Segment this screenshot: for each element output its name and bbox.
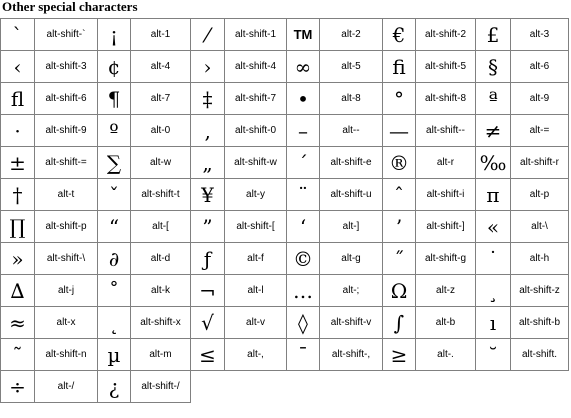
key-combination: alt-shift-5 bbox=[416, 51, 476, 83]
character-glyph: ‘ bbox=[287, 211, 320, 243]
page-title: Other special characters bbox=[2, 0, 138, 14]
character-glyph: › bbox=[191, 51, 225, 83]
key-combination: alt-d bbox=[131, 243, 191, 275]
key-combination: alt-. bbox=[416, 339, 476, 371]
character-glyph: • bbox=[287, 83, 320, 115]
table-row bbox=[1, 83, 569, 115]
key-combination: alt-3 bbox=[511, 19, 569, 51]
key-combination: alt-shift-1 bbox=[225, 19, 287, 51]
empty-cell bbox=[191, 371, 225, 403]
key-combination: alt-shift-x bbox=[131, 307, 191, 339]
table-row bbox=[1, 211, 569, 243]
key-combination: alt-shift-e bbox=[320, 147, 383, 179]
key-combination: alt-1 bbox=[131, 19, 191, 51]
character-glyph: ∂ bbox=[98, 243, 131, 275]
table-row bbox=[1, 51, 569, 83]
character-glyph: ≤ bbox=[191, 339, 225, 371]
key-combination: alt-2 bbox=[320, 19, 383, 51]
character-glyph: » bbox=[1, 243, 35, 275]
character-glyph: ® bbox=[383, 147, 416, 179]
character-glyph: ﬂ bbox=[1, 83, 35, 115]
key-combination: alt-9 bbox=[511, 83, 569, 115]
empty-cell bbox=[320, 371, 383, 403]
key-combination: alt-shift-i bbox=[416, 179, 476, 211]
character-glyph: … bbox=[287, 275, 320, 307]
character-glyph: ⁄ bbox=[191, 19, 225, 51]
character-glyph: √ bbox=[191, 307, 225, 339]
table-row bbox=[1, 371, 569, 403]
key-combination: alt-/ bbox=[35, 371, 98, 403]
character-glyph: ‚ bbox=[191, 115, 225, 147]
character-glyph: Ω bbox=[383, 275, 416, 307]
character-glyph: ‡ bbox=[191, 83, 225, 115]
character-glyph: ˙ bbox=[476, 243, 511, 275]
character-glyph: ¨ bbox=[287, 179, 320, 211]
character-glyph: ± bbox=[1, 147, 35, 179]
table-row bbox=[1, 179, 569, 211]
key-combination: alt-g bbox=[320, 243, 383, 275]
key-combination: alt-shift. bbox=[511, 339, 569, 371]
character-glyph: £ bbox=[476, 19, 511, 51]
table-row bbox=[1, 115, 569, 147]
empty-cell bbox=[383, 371, 416, 403]
character-glyph: ﬁ bbox=[383, 51, 416, 83]
key-combination: alt-shift-w bbox=[225, 147, 287, 179]
character-glyph: π bbox=[476, 179, 511, 211]
character-glyph: ƒ bbox=[191, 243, 225, 275]
key-combination: alt-shift-4 bbox=[225, 51, 287, 83]
key-combination: alt-8 bbox=[320, 83, 383, 115]
character-glyph: ˝ bbox=[383, 243, 416, 275]
character-glyph: ∫ bbox=[383, 307, 416, 339]
character-glyph: TM bbox=[287, 19, 320, 51]
key-combination: alt-p bbox=[511, 179, 569, 211]
character-glyph: ° bbox=[383, 83, 416, 115]
empty-cell bbox=[511, 371, 569, 403]
character-glyph: ˚ bbox=[98, 275, 131, 307]
character-glyph: — bbox=[383, 115, 416, 147]
character-glyph: ¥ bbox=[191, 179, 225, 211]
key-combination: alt-x bbox=[35, 307, 98, 339]
key-combination: alt-- bbox=[320, 115, 383, 147]
character-glyph: ◊ bbox=[287, 307, 320, 339]
key-combination: alt-shift-] bbox=[416, 211, 476, 243]
key-combination: alt-shift-2 bbox=[416, 19, 476, 51]
key-combination: alt-shift-\ bbox=[35, 243, 98, 275]
empty-cell bbox=[476, 371, 511, 403]
key-combination: alt-l bbox=[225, 275, 287, 307]
character-glyph: ˇ bbox=[98, 179, 131, 211]
empty-cell bbox=[225, 371, 287, 403]
character-glyph: ≠ bbox=[476, 115, 511, 147]
key-combination: alt-k bbox=[131, 275, 191, 307]
character-glyph: ’ bbox=[383, 211, 416, 243]
character-glyph: µ bbox=[98, 339, 131, 371]
character-glyph: © bbox=[287, 243, 320, 275]
key-combination: alt-shift-7 bbox=[225, 83, 287, 115]
key-combination: alt-shift-[ bbox=[225, 211, 287, 243]
key-combination: alt-m bbox=[131, 339, 191, 371]
key-combination: alt-\ bbox=[511, 211, 569, 243]
key-combination: alt-[ bbox=[131, 211, 191, 243]
character-glyph: ¯ bbox=[287, 339, 320, 371]
key-combination: alt-j bbox=[35, 275, 98, 307]
table-row bbox=[1, 147, 569, 179]
empty-cell bbox=[287, 371, 320, 403]
key-combination: alt-shift-` bbox=[35, 19, 98, 51]
character-glyph: ` bbox=[1, 19, 35, 51]
key-combination: alt-shift-b bbox=[511, 307, 569, 339]
character-glyph: ¶ bbox=[98, 83, 131, 115]
key-combination: alt-6 bbox=[511, 51, 569, 83]
character-glyph: ´ bbox=[287, 147, 320, 179]
key-combination: alt-5 bbox=[320, 51, 383, 83]
character-glyph: · bbox=[1, 115, 35, 147]
character-glyph: € bbox=[383, 19, 416, 51]
table-row bbox=[1, 243, 569, 275]
character-glyph: ∞ bbox=[287, 51, 320, 83]
key-combination: alt-shift-g bbox=[416, 243, 476, 275]
character-glyph: ‰ bbox=[476, 147, 511, 179]
character-glyph: ¿ bbox=[98, 371, 131, 403]
table-row bbox=[1, 307, 569, 339]
character-glyph: ÷ bbox=[1, 371, 35, 403]
character-glyph: ∏ bbox=[1, 211, 35, 243]
key-combination: alt-f bbox=[225, 243, 287, 275]
table-row bbox=[1, 19, 569, 51]
key-combination: alt-shift-r bbox=[511, 147, 569, 179]
character-glyph: ≈ bbox=[1, 307, 35, 339]
character-glyph: ¸ bbox=[476, 275, 511, 307]
key-combination: alt-w bbox=[131, 147, 191, 179]
key-combination: alt-r bbox=[416, 147, 476, 179]
character-glyph: ∑ bbox=[98, 147, 131, 179]
key-combination: alt-shift-z bbox=[511, 275, 569, 307]
key-combination: alt-4 bbox=[131, 51, 191, 83]
key-combination: alt-shift-- bbox=[416, 115, 476, 147]
key-combination: alt-z bbox=[416, 275, 476, 307]
character-glyph: ≥ bbox=[383, 339, 416, 371]
key-combination: alt-shift-/ bbox=[131, 371, 191, 403]
character-glyph: ˜ bbox=[1, 339, 35, 371]
key-combination: alt-shift-p bbox=[35, 211, 98, 243]
character-glyph: ˘ bbox=[476, 339, 511, 371]
key-combination: alt-shift-9 bbox=[35, 115, 98, 147]
key-combination: alt-shift-n bbox=[35, 339, 98, 371]
character-glyph: ¬ bbox=[191, 275, 225, 307]
key-combination: alt-7 bbox=[131, 83, 191, 115]
character-glyph: º bbox=[98, 115, 131, 147]
character-glyph: ” bbox=[191, 211, 225, 243]
special-characters-table bbox=[0, 18, 569, 403]
key-combination: alt-shift-u bbox=[320, 179, 383, 211]
character-glyph: „ bbox=[191, 147, 225, 179]
character-glyph: ı bbox=[476, 307, 511, 339]
key-combination: alt-; bbox=[320, 275, 383, 307]
table-row bbox=[1, 275, 569, 307]
key-combination: alt-shift-6 bbox=[35, 83, 98, 115]
key-combination: alt-] bbox=[320, 211, 383, 243]
character-glyph: « bbox=[476, 211, 511, 243]
key-combination: alt-shift-t bbox=[131, 179, 191, 211]
character-glyph: § bbox=[476, 51, 511, 83]
character-glyph: “ bbox=[98, 211, 131, 243]
key-combination: alt-b bbox=[416, 307, 476, 339]
key-combination: alt-h bbox=[511, 243, 569, 275]
character-glyph: ˆ bbox=[383, 179, 416, 211]
key-combination: alt-shift-, bbox=[320, 339, 383, 371]
key-combination: alt-v bbox=[225, 307, 287, 339]
key-combination: alt-shift-v bbox=[320, 307, 383, 339]
character-glyph: ∆ bbox=[1, 275, 35, 307]
character-glyph: † bbox=[1, 179, 35, 211]
character-glyph: ¢ bbox=[98, 51, 131, 83]
character-glyph: ¡ bbox=[98, 19, 131, 51]
key-combination: alt-, bbox=[225, 339, 287, 371]
key-combination: alt-shift-8 bbox=[416, 83, 476, 115]
key-combination: alt-shift-3 bbox=[35, 51, 98, 83]
character-glyph: ‹ bbox=[1, 51, 35, 83]
key-combination: alt-shift-0 bbox=[225, 115, 287, 147]
key-combination: alt-shift-= bbox=[35, 147, 98, 179]
character-glyph: – bbox=[287, 115, 320, 147]
empty-cell bbox=[416, 371, 476, 403]
key-combination: alt-y bbox=[225, 179, 287, 211]
character-glyph: ˛ bbox=[98, 307, 131, 339]
table-row bbox=[1, 339, 569, 371]
key-combination: alt-0 bbox=[131, 115, 191, 147]
key-combination: alt-= bbox=[511, 115, 569, 147]
key-combination: alt-t bbox=[35, 179, 98, 211]
character-glyph: ª bbox=[476, 83, 511, 115]
